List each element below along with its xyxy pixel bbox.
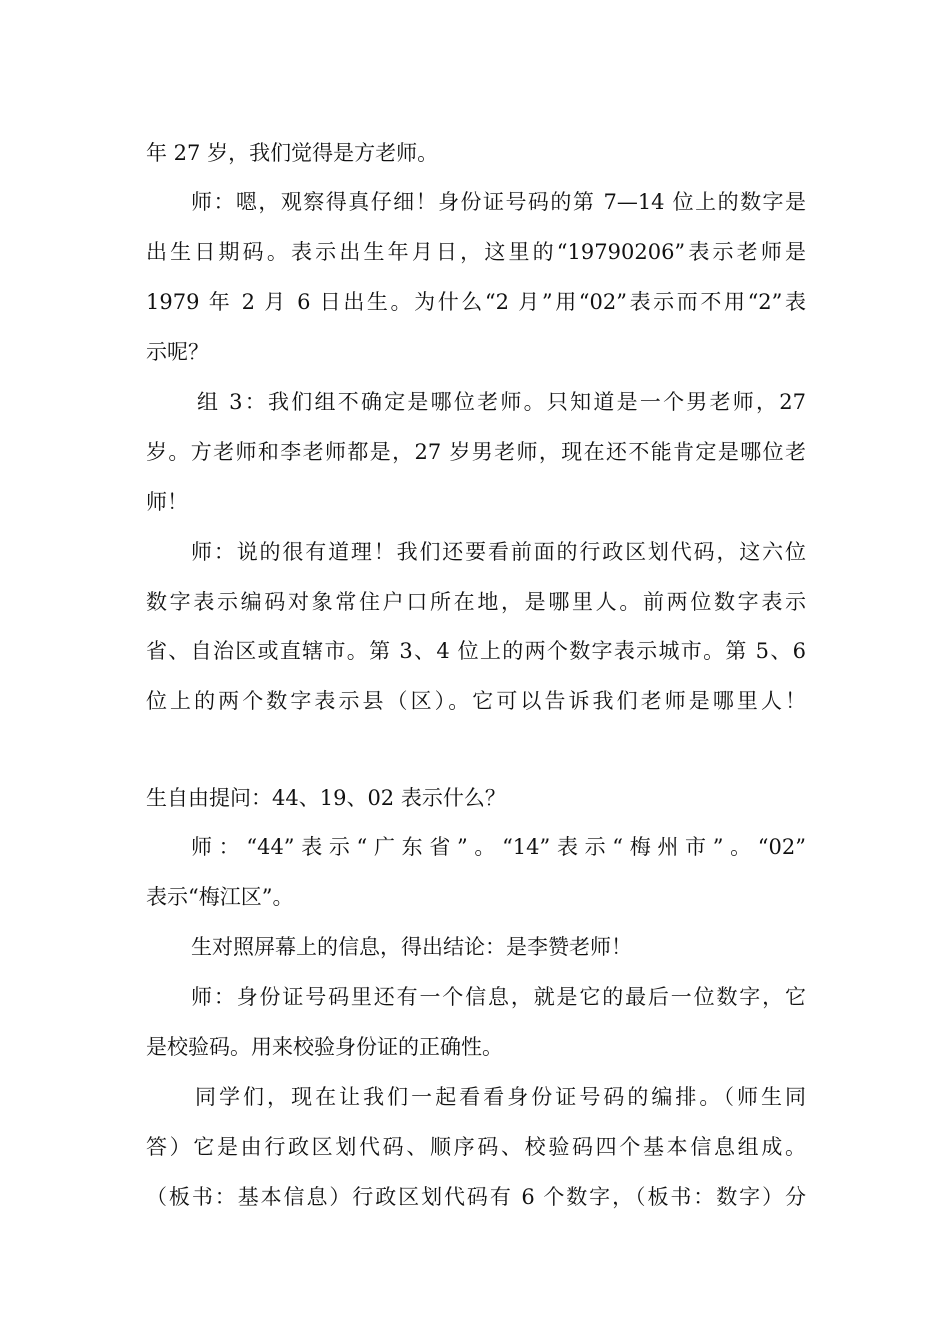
text-line: 省、自治区或直辖市。第 3、4 位上的两个数字表示城市。第 5、6 [146,639,806,663]
text-line: （板书：基本信息）行政区划代码有 6 个数字，（板书：数字）分 [146,1185,806,1209]
text-line: 年 27 岁，我们觉得是方老师。 [146,141,439,165]
text-line: 生对照屏幕上的信息，得出结论：是李赞老师！ [191,935,632,959]
text-line: 师：“44”表示“广东省”。“14”表示“梅州市”。“02” [191,835,806,859]
text-line: 师！ [146,490,188,514]
text-line: 数字表示编码对象常住户口所在地，是哪里人。前两位数字表示 [146,590,806,614]
text-line: 组 3：我们组不确定是哪位老师。只知道是一个男老师，27 [197,390,806,414]
text-line: 师：身份证号码里还有一个信息，就是它的最后一位数字，它 [191,985,806,1009]
text-line: 位上的两个数字表示县（区）。它可以告诉我们老师是哪里人！ [146,689,806,713]
text-line: 1979 年 2 月 6 日出生。为什么“2 月”用“02”表示而不用“2”表 [146,290,806,314]
text-line: 岁。方老师和李老师都是，27 岁男老师，现在还不能肯定是哪位老 [146,440,806,464]
text-line: 表示“梅江区”。 [146,885,294,909]
text-line: 生自由提问：44、19、02 表示什么？ [146,786,506,810]
text-line: 师：说的很有道理！我们还要看前面的行政区划代码，这六位 [191,540,806,564]
text-line: 是校验码。用来校验身份证的正确性。 [146,1035,503,1059]
text-line: 答）它是由行政区划代码、顺序码、校验码四个基本信息组成。 [146,1135,806,1159]
text-line: 出生日期码。表示出生年月日，这里的“19790206”表示老师是 [146,240,806,264]
text-line: 示呢？ [146,340,209,364]
text-line: 同学们，现在让我们一起看看身份证号码的编排。（师生同 [195,1085,806,1109]
text-line: 师：嗯，观察得真仔细！身份证号码的第 7—14 位上的数字是 [191,190,806,214]
